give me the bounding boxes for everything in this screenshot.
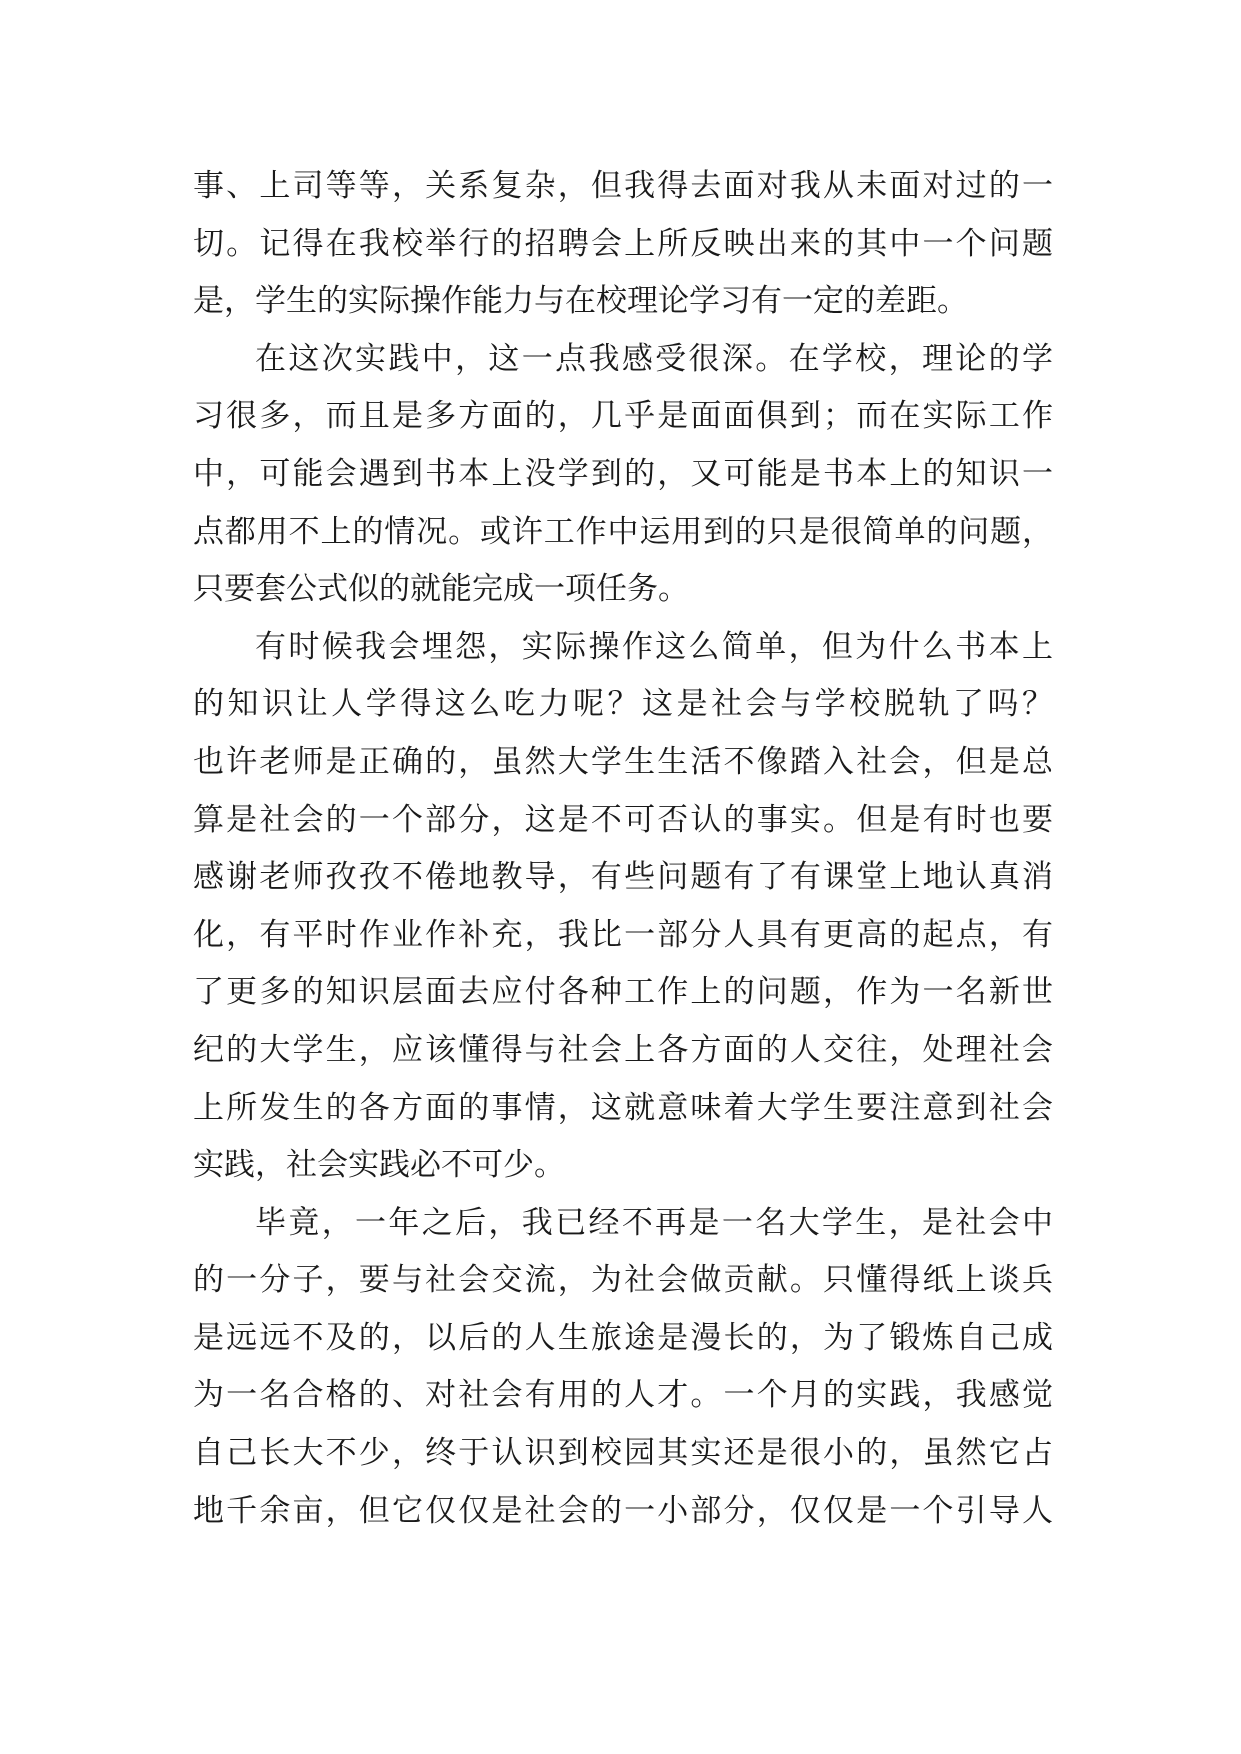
text-line: 中，可能会遇到书本上没学到的，又可能是书本上的知识一	[193, 455, 1053, 492]
text-line: 算是社会的一个部分，这是不可否认的事实。但是有时也要	[193, 801, 1053, 838]
text-line: 为一名合格的、对社会有用的人才。一个月的实践，我感觉	[193, 1377, 1053, 1414]
text-line: 毕竟，一年之后，我已经不再是一名大学生，是社会中	[255, 1204, 1053, 1241]
text-line: 的一分子，要与社会交流，为社会做贡献。只懂得纸上谈兵	[193, 1262, 1053, 1299]
text-line: 有时候我会埋怨，实际操作这么简单，但为什么书本上	[255, 628, 1053, 665]
text-line: 的知识让人学得这么吃力呢？这是社会与学校脱轨了吗？	[193, 686, 1053, 723]
text-line: 事、上司等等，关系复杂，但我得去面对我从未面对过的一	[193, 168, 1053, 204]
text-line: 习很多，而且是多方面的，几乎是面面俱到；而在实际工作	[193, 398, 1053, 435]
text-line: 了更多的知识层面去应付各种工作上的问题，作为一名新世	[193, 974, 1053, 1011]
text-line: 在这次实践中，这一点我感受很深。在学校，理论的学	[255, 340, 1053, 377]
text-line: 实践，社会实践必不可少。	[193, 1147, 565, 1184]
text-line: 是，学生的实际操作能力与在校理论学习有一定的差距。	[193, 283, 968, 320]
text-line: 也许老师是正确的，虽然大学生生活不像踏入社会，但是总	[193, 743, 1053, 780]
text-line: 自己长大不少，终于认识到校园其实还是很小的，虽然它占	[193, 1435, 1053, 1472]
text-line: 切。记得在我校举行的招聘会上所反映出来的其中一个问题	[193, 225, 1053, 262]
text-line: 是远远不及的，以后的人生旅途是漫长的，为了锻炼自己成	[193, 1319, 1053, 1356]
text-line: 上所发生的各方面的事情，这就意味着大学生要注意到社会	[193, 1089, 1053, 1126]
body-text	[193, 158, 1053, 1540]
text-line: 纪的大学生，应该懂得与社会上各方面的人交往，处理社会	[193, 1031, 1053, 1068]
text-line: 点都用不上的情况。或许工作中运用到的只是很简单的问题，	[193, 513, 1053, 550]
text-line: 感谢老师孜孜不倦地教导，有些问题有了有课堂上地认真消	[193, 859, 1053, 896]
text-line: 化，有平时作业作补充，我比一部分人具有更高的起点，有	[193, 916, 1053, 953]
text-line: 地千余亩，但它仅仅是社会的一小部分，仅仅是一个引导人	[193, 1492, 1053, 1529]
text-line: 只要套公式似的就能完成一项任务。	[193, 571, 689, 608]
